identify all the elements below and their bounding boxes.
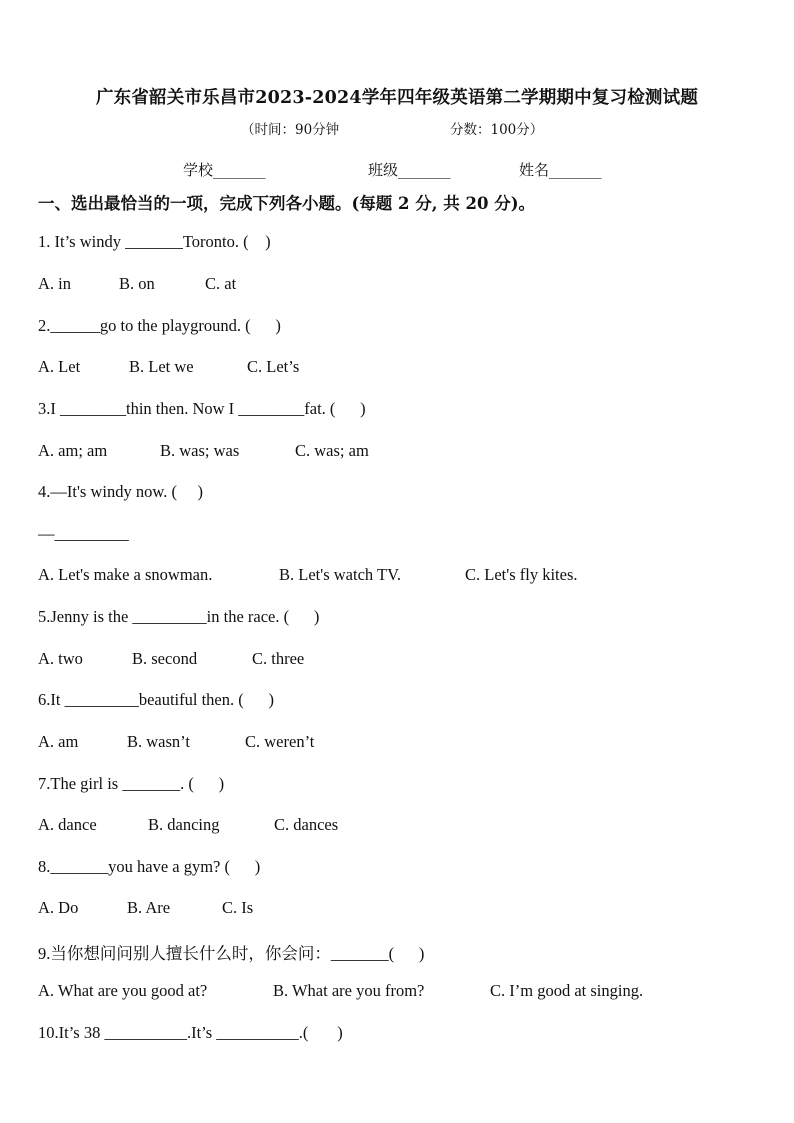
q9-option-c: C. I’m good at singing. <box>490 981 644 1000</box>
q7-option-a: A. dance <box>38 815 97 834</box>
q6-option-b: B. wasn’t <box>127 732 190 751</box>
class-field: 班级_______ <box>368 161 451 179</box>
question-10: 10.It’s 38 __________.It’s __________.( ) <box>38 1023 343 1042</box>
q6-option-c: C. weren’t <box>245 732 315 751</box>
q2-option-a: A. Let <box>38 357 81 376</box>
q1-option-b: B. on <box>119 274 155 293</box>
q7-option-c: C. dances <box>274 815 339 834</box>
q4-option-b: B. Let's watch TV. <box>279 565 401 584</box>
q5-option-c: C. three <box>252 649 305 668</box>
q4-option-c: C. Let's fly kites. <box>465 565 578 584</box>
name-field: 姓名_______ <box>519 161 602 179</box>
section-heading: 一、选出最恰当的一项，完成下列各小题。(每题 2 分, 共 20 分)。 <box>38 194 536 213</box>
school-field: 学校_______ <box>183 161 266 179</box>
q2-option-c: C. Let’s <box>247 357 300 376</box>
question-8: 8._______you have a gym? ( ) <box>38 857 261 876</box>
question-6: 6.It _________beautiful then. ( ) <box>38 690 274 709</box>
time-limit: （时间：90分钟 <box>241 122 340 138</box>
q5-option-a: A. two <box>38 649 83 668</box>
q8-option-a: A. Do <box>38 898 79 917</box>
total-score: 分数：100分） <box>450 122 544 138</box>
question-1: 1. It’s windy _______Toronto. ( ) <box>38 232 271 251</box>
q7-option-b: B. dancing <box>148 815 220 834</box>
q3-option-c: C. was; am <box>295 441 369 460</box>
q3-option-b: B. was; was <box>160 441 240 460</box>
q8-option-b: B. Are <box>127 898 171 917</box>
question-9: 9.当你想问问别人擅长什么时，你会问：_______( ) <box>38 944 425 963</box>
question-4: 4.—It's windy now. ( ) <box>38 482 204 501</box>
question-3: 3.I ________thin then. Now I ________fat. ( ) <box>38 399 366 418</box>
q9-option-a: A. What are you good at? <box>38 981 208 1000</box>
q5-option-b: B. second <box>132 649 198 668</box>
question-7: 7.The girl is _______. ( ) <box>38 774 225 793</box>
q1-option-a: A. in <box>38 274 71 293</box>
q4-option-a: A. Let's make a snowman. <box>38 565 213 584</box>
question-2: 2.______go to the playground. ( ) <box>38 316 281 335</box>
q8-option-c: C. Is <box>222 898 254 917</box>
q3-option-a: A. am; am <box>38 441 108 460</box>
q6-option-a: A. am <box>38 732 79 751</box>
exam-title: 广东省韶关市乐昌市2023-2024学年四年级英语第二学期期中复习检测试题 <box>95 88 699 108</box>
q1-option-c: C. at <box>205 274 237 293</box>
question-4-reply-blank: —_________ <box>38 524 129 543</box>
q2-option-b: B. Let we <box>129 357 194 376</box>
q9-option-b: B. What are you from? <box>273 981 425 1000</box>
question-5: 5.Jenny is the _________in the race. ( ) <box>38 607 320 626</box>
